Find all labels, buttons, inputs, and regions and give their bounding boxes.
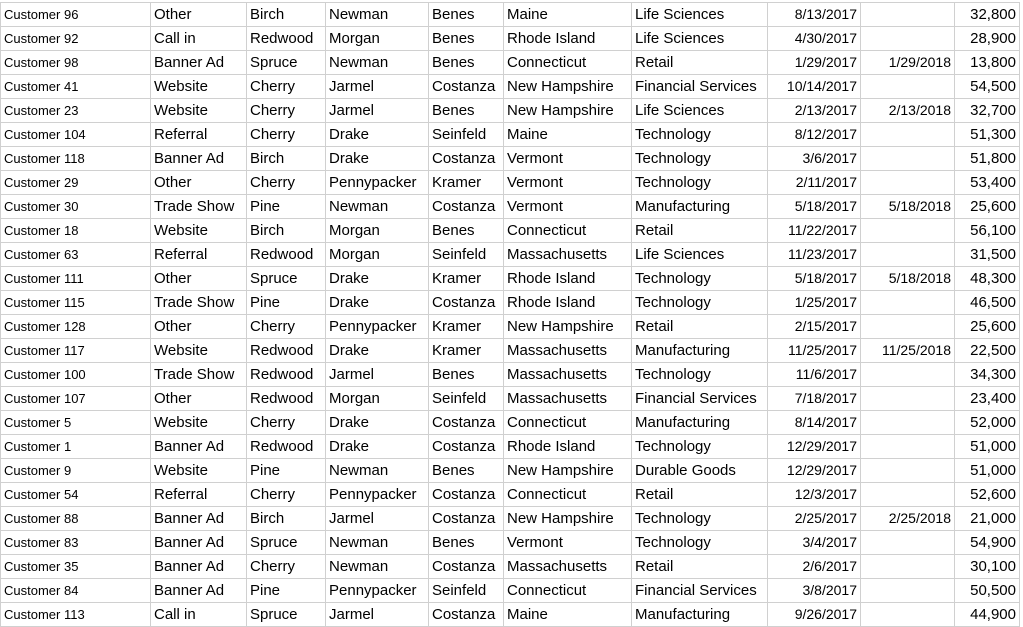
spreadsheet-body (1, 3, 1020, 627)
table-row (1, 195, 1020, 219)
cell-manager[interactable]: Seinfeld (429, 387, 504, 411)
cell-manager[interactable]: Benes (429, 99, 504, 123)
cell-manager[interactable]: Seinfeld (429, 123, 504, 147)
cell-sales-rep[interactable]: Jarmel (326, 507, 429, 531)
cell-industry[interactable]: Technology (632, 267, 768, 291)
cell-end-date[interactable] (861, 387, 955, 411)
cell-customer[interactable]: Customer 41 (1, 75, 151, 99)
cell-manager[interactable]: Seinfeld (429, 243, 504, 267)
cell-state[interactable]: Massachusetts (504, 555, 632, 579)
table-row (1, 579, 1020, 603)
table-row (1, 291, 1020, 315)
cell-industry[interactable]: Life Sciences (632, 3, 768, 27)
cell-state[interactable]: Rhode Island (504, 291, 632, 315)
cell-lead-source[interactable]: Website (151, 219, 247, 243)
cell-end-date[interactable] (861, 555, 955, 579)
cell-start-date[interactable]: 10/14/2017 (768, 75, 861, 99)
cell-industry[interactable]: Technology (632, 531, 768, 555)
cell-customer[interactable]: Customer 128 (1, 315, 151, 339)
cell-sales-rep[interactable]: Jarmel (326, 603, 429, 627)
cell-state[interactable]: Vermont (504, 171, 632, 195)
cell-sales-rep[interactable]: Drake (326, 411, 429, 435)
cell-end-date[interactable] (861, 315, 955, 339)
cell-start-date[interactable]: 12/29/2017 (768, 459, 861, 483)
cell-sales-rep[interactable]: Newman (326, 195, 429, 219)
cell-manager[interactable]: Costanza (429, 507, 504, 531)
cell-state[interactable]: Connecticut (504, 483, 632, 507)
cell-start-date[interactable]: 7/18/2017 (768, 387, 861, 411)
cell-start-date[interactable]: 11/22/2017 (768, 219, 861, 243)
cell-product[interactable]: Cherry (247, 99, 326, 123)
cell-industry[interactable]: Life Sciences (632, 99, 768, 123)
cell-state[interactable]: New Hampshire (504, 99, 632, 123)
cell-product[interactable]: Spruce (247, 603, 326, 627)
table-row (1, 99, 1020, 123)
cell-product[interactable]: Spruce (247, 51, 326, 75)
cell-state[interactable]: Massachusetts (504, 387, 632, 411)
table-row (1, 531, 1020, 555)
cell-sales-rep[interactable]: Drake (326, 291, 429, 315)
cell-customer[interactable]: Customer 118 (1, 147, 151, 171)
table-row (1, 459, 1020, 483)
cell-lead-source[interactable]: Banner Ad (151, 579, 247, 603)
table-row (1, 27, 1020, 51)
cell-industry[interactable]: Durable Goods (632, 459, 768, 483)
cell-state[interactable]: Massachusetts (504, 363, 632, 387)
cell-sales-rep[interactable]: Morgan (326, 387, 429, 411)
cell-product[interactable]: Spruce (247, 531, 326, 555)
cell-industry[interactable]: Technology (632, 507, 768, 531)
cell-lead-source[interactable]: Other (151, 315, 247, 339)
cell-customer[interactable]: Customer 30 (1, 195, 151, 219)
cell-sales-rep[interactable]: Pennypacker (326, 579, 429, 603)
cell-state[interactable]: Connecticut (504, 51, 632, 75)
table-row (1, 219, 1020, 243)
cell-start-date[interactable]: 1/25/2017 (768, 291, 861, 315)
table-row (1, 51, 1020, 75)
cell-product[interactable]: Pine (247, 459, 326, 483)
table-row (1, 171, 1020, 195)
table-row (1, 123, 1020, 147)
cell-manager[interactable]: Benes (429, 3, 504, 27)
cell-product[interactable]: Birch (247, 507, 326, 531)
cell-sales-rep[interactable]: Morgan (326, 27, 429, 51)
cell-customer[interactable]: Customer 104 (1, 123, 151, 147)
cell-industry[interactable]: Financial Services (632, 75, 768, 99)
cell-industry[interactable]: Technology (632, 435, 768, 459)
cell-end-date[interactable] (861, 219, 955, 243)
cell-product[interactable]: Redwood (247, 339, 326, 363)
cell-state[interactable]: New Hampshire (504, 459, 632, 483)
cell-amount[interactable]: 51,300 (955, 123, 1020, 147)
cell-lead-source[interactable]: Banner Ad (151, 435, 247, 459)
cell-amount[interactable]: 25,600 (955, 315, 1020, 339)
cell-amount[interactable]: 46,500 (955, 291, 1020, 315)
cell-start-date[interactable]: 2/13/2017 (768, 99, 861, 123)
cell-manager[interactable]: Benes (429, 27, 504, 51)
cell-industry[interactable]: Technology (632, 147, 768, 171)
cell-product[interactable]: Birch (247, 219, 326, 243)
cell-customer[interactable]: Customer 18 (1, 219, 151, 243)
cell-product[interactable]: Pine (247, 291, 326, 315)
cell-end-date[interactable] (861, 411, 955, 435)
cell-industry[interactable]: Financial Services (632, 579, 768, 603)
cell-sales-rep[interactable]: Jarmel (326, 75, 429, 99)
cell-end-date[interactable] (861, 75, 955, 99)
cell-customer[interactable]: Customer 63 (1, 243, 151, 267)
cell-state[interactable]: Connecticut (504, 579, 632, 603)
cell-start-date[interactable]: 8/13/2017 (768, 3, 861, 27)
cell-manager[interactable]: Costanza (429, 603, 504, 627)
table-row (1, 483, 1020, 507)
cell-manager[interactable]: Kramer (429, 171, 504, 195)
cell-lead-source[interactable]: Referral (151, 123, 247, 147)
cell-sales-rep[interactable]: Jarmel (326, 99, 429, 123)
cell-start-date[interactable]: 3/4/2017 (768, 531, 861, 555)
cell-start-date[interactable]: 8/12/2017 (768, 123, 861, 147)
cell-lead-source[interactable]: Website (151, 459, 247, 483)
cell-manager[interactable]: Costanza (429, 411, 504, 435)
cell-amount[interactable]: 51,800 (955, 147, 1020, 171)
cell-amount[interactable]: 30,100 (955, 555, 1020, 579)
table-row (1, 3, 1020, 27)
cell-manager[interactable]: Benes (429, 51, 504, 75)
cell-product[interactable]: Cherry (247, 171, 326, 195)
cell-lead-source[interactable]: Trade Show (151, 195, 247, 219)
cell-state[interactable]: Maine (504, 3, 632, 27)
cell-customer[interactable]: Customer 92 (1, 27, 151, 51)
cell-amount[interactable]: 54,900 (955, 531, 1020, 555)
cell-sales-rep[interactable]: Drake (326, 147, 429, 171)
cell-customer[interactable]: Customer 23 (1, 99, 151, 123)
cell-sales-rep[interactable]: Jarmel (326, 363, 429, 387)
cell-customer[interactable]: Customer 111 (1, 267, 151, 291)
cell-customer[interactable]: Customer 100 (1, 363, 151, 387)
table-row (1, 267, 1020, 291)
cell-product[interactable]: Birch (247, 3, 326, 27)
cell-end-date[interactable] (861, 603, 955, 627)
cell-amount[interactable]: 51,000 (955, 459, 1020, 483)
cell-end-date[interactable]: 1/29/2018 (861, 51, 955, 75)
cell-end-date[interactable] (861, 459, 955, 483)
cell-start-date[interactable]: 5/18/2017 (768, 195, 861, 219)
cell-end-date[interactable] (861, 483, 955, 507)
cell-customer[interactable]: Customer 29 (1, 171, 151, 195)
cell-customer[interactable]: Customer 113 (1, 603, 151, 627)
cell-customer[interactable]: Customer 54 (1, 483, 151, 507)
cell-start-date[interactable]: 2/15/2017 (768, 315, 861, 339)
cell-product[interactable]: Cherry (247, 411, 326, 435)
cell-end-date[interactable] (861, 27, 955, 51)
cell-end-date[interactable] (861, 579, 955, 603)
cell-manager[interactable]: Benes (429, 531, 504, 555)
cell-state[interactable]: Massachusetts (504, 339, 632, 363)
cell-lead-source[interactable]: Other (151, 267, 247, 291)
cell-sales-rep[interactable]: Drake (326, 267, 429, 291)
cell-sales-rep[interactable]: Newman (326, 531, 429, 555)
cell-start-date[interactable]: 5/18/2017 (768, 267, 861, 291)
cell-amount[interactable]: 52,600 (955, 483, 1020, 507)
cell-lead-source[interactable]: Trade Show (151, 363, 247, 387)
cell-end-date[interactable]: 2/25/2018 (861, 507, 955, 531)
cell-product[interactable]: Cherry (247, 123, 326, 147)
cell-end-date[interactable] (861, 291, 955, 315)
cell-start-date[interactable]: 11/23/2017 (768, 243, 861, 267)
cell-start-date[interactable]: 2/6/2017 (768, 555, 861, 579)
cell-sales-rep[interactable]: Drake (326, 123, 429, 147)
cell-amount[interactable]: 53,400 (955, 171, 1020, 195)
cell-manager[interactable]: Costanza (429, 291, 504, 315)
cell-product[interactable]: Spruce (247, 267, 326, 291)
cell-state[interactable]: Rhode Island (504, 267, 632, 291)
cell-sales-rep[interactable]: Drake (326, 339, 429, 363)
cell-amount[interactable]: 21,000 (955, 507, 1020, 531)
cell-amount[interactable]: 32,700 (955, 99, 1020, 123)
cell-state[interactable]: New Hampshire (504, 75, 632, 99)
spreadsheet-grid (0, 2, 1020, 627)
cell-state[interactable]: Connecticut (504, 411, 632, 435)
cell-lead-source[interactable]: Other (151, 387, 247, 411)
table-row (1, 507, 1020, 531)
cell-amount[interactable]: 28,900 (955, 27, 1020, 51)
cell-end-date[interactable]: 5/18/2018 (861, 267, 955, 291)
table-row (1, 147, 1020, 171)
table-row (1, 603, 1020, 627)
cell-sales-rep[interactable]: Morgan (326, 219, 429, 243)
cell-end-date[interactable] (861, 531, 955, 555)
cell-lead-source[interactable]: Website (151, 99, 247, 123)
cell-end-date[interactable] (861, 123, 955, 147)
cell-amount[interactable]: 32,800 (955, 3, 1020, 27)
cell-amount[interactable]: 51,000 (955, 435, 1020, 459)
cell-start-date[interactable]: 2/11/2017 (768, 171, 861, 195)
cell-manager[interactable]: Benes (429, 363, 504, 387)
table-row (1, 75, 1020, 99)
cell-sales-rep[interactable]: Newman (326, 51, 429, 75)
cell-industry[interactable]: Manufacturing (632, 603, 768, 627)
cell-product[interactable]: Cherry (247, 555, 326, 579)
cell-amount[interactable]: 22,500 (955, 339, 1020, 363)
cell-lead-source[interactable]: Referral (151, 483, 247, 507)
cell-start-date[interactable]: 1/29/2017 (768, 51, 861, 75)
cell-product[interactable]: Redwood (247, 27, 326, 51)
cell-start-date[interactable]: 11/6/2017 (768, 363, 861, 387)
cell-state[interactable]: Maine (504, 603, 632, 627)
cell-amount[interactable]: 23,400 (955, 387, 1020, 411)
cell-product[interactable]: Redwood (247, 363, 326, 387)
cell-start-date[interactable]: 9/26/2017 (768, 603, 861, 627)
cell-lead-source[interactable]: Website (151, 75, 247, 99)
cell-lead-source[interactable]: Other (151, 171, 247, 195)
cell-sales-rep[interactable]: Newman (326, 459, 429, 483)
cell-customer[interactable]: Customer 5 (1, 411, 151, 435)
table-row (1, 243, 1020, 267)
cell-industry[interactable]: Retail (632, 483, 768, 507)
cell-end-date[interactable] (861, 3, 955, 27)
cell-manager[interactable]: Costanza (429, 195, 504, 219)
table-row (1, 363, 1020, 387)
cell-industry[interactable]: Retail (632, 219, 768, 243)
cell-industry[interactable]: Technology (632, 363, 768, 387)
cell-industry[interactable]: Technology (632, 123, 768, 147)
cell-manager[interactable]: Kramer (429, 315, 504, 339)
cell-start-date[interactable]: 3/6/2017 (768, 147, 861, 171)
cell-industry[interactable]: Technology (632, 291, 768, 315)
cell-product[interactable]: Pine (247, 579, 326, 603)
cell-customer[interactable]: Customer 1 (1, 435, 151, 459)
cell-product[interactable]: Redwood (247, 243, 326, 267)
cell-industry[interactable]: Retail (632, 51, 768, 75)
cell-state[interactable]: Rhode Island (504, 27, 632, 51)
cell-lead-source[interactable]: Banner Ad (151, 507, 247, 531)
cell-sales-rep[interactable]: Pennypacker (326, 483, 429, 507)
cell-manager[interactable]: Kramer (429, 339, 504, 363)
cell-state[interactable]: Vermont (504, 195, 632, 219)
cell-end-date[interactable] (861, 363, 955, 387)
cell-product[interactable]: Cherry (247, 75, 326, 99)
cell-end-date[interactable] (861, 435, 955, 459)
cell-lead-source[interactable]: Trade Show (151, 291, 247, 315)
table-row (1, 315, 1020, 339)
cell-start-date[interactable]: 12/3/2017 (768, 483, 861, 507)
cell-manager[interactable]: Costanza (429, 555, 504, 579)
cell-industry[interactable]: Manufacturing (632, 339, 768, 363)
cell-customer[interactable]: Customer 9 (1, 459, 151, 483)
cell-end-date[interactable]: 5/18/2018 (861, 195, 955, 219)
cell-customer[interactable]: Customer 98 (1, 51, 151, 75)
cell-start-date[interactable]: 3/8/2017 (768, 579, 861, 603)
cell-industry[interactable]: Technology (632, 171, 768, 195)
cell-product[interactable]: Redwood (247, 387, 326, 411)
cell-end-date[interactable]: 2/13/2018 (861, 99, 955, 123)
cell-state[interactable]: Rhode Island (504, 435, 632, 459)
cell-amount[interactable]: 34,300 (955, 363, 1020, 387)
cell-sales-rep[interactable]: Newman (326, 3, 429, 27)
cell-product[interactable]: Redwood (247, 435, 326, 459)
cell-sales-rep[interactable]: Morgan (326, 243, 429, 267)
cell-industry[interactable]: Retail (632, 555, 768, 579)
cell-sales-rep[interactable]: Drake (326, 435, 429, 459)
cell-end-date[interactable] (861, 147, 955, 171)
cell-state[interactable]: Connecticut (504, 219, 632, 243)
cell-industry[interactable]: Retail (632, 315, 768, 339)
cell-amount[interactable]: 44,900 (955, 603, 1020, 627)
cell-industry[interactable]: Manufacturing (632, 411, 768, 435)
cell-customer[interactable]: Customer 117 (1, 339, 151, 363)
cell-customer[interactable]: Customer 115 (1, 291, 151, 315)
cell-product[interactable]: Birch (247, 147, 326, 171)
cell-product[interactable]: Cherry (247, 483, 326, 507)
cell-amount[interactable]: 52,000 (955, 411, 1020, 435)
cell-amount[interactable]: 31,500 (955, 243, 1020, 267)
cell-industry[interactable]: Financial Services (632, 387, 768, 411)
cell-industry[interactable]: Manufacturing (632, 195, 768, 219)
cell-lead-source[interactable]: Call in (151, 27, 247, 51)
cell-end-date[interactable]: 11/25/2018 (861, 339, 955, 363)
cell-manager[interactable]: Seinfeld (429, 579, 504, 603)
cell-manager[interactable]: Costanza (429, 483, 504, 507)
cell-state[interactable]: Vermont (504, 531, 632, 555)
cell-sales-rep[interactable]: Pennypacker (326, 315, 429, 339)
cell-lead-source[interactable]: Banner Ad (151, 531, 247, 555)
cell-manager[interactable]: Costanza (429, 435, 504, 459)
cell-product[interactable]: Pine (247, 195, 326, 219)
cell-start-date[interactable]: 12/29/2017 (768, 435, 861, 459)
cell-end-date[interactable] (861, 243, 955, 267)
cell-sales-rep[interactable]: Newman (326, 555, 429, 579)
cell-amount[interactable]: 56,100 (955, 219, 1020, 243)
cell-start-date[interactable]: 11/25/2017 (768, 339, 861, 363)
cell-state[interactable]: New Hampshire (504, 315, 632, 339)
cell-state[interactable]: Massachusetts (504, 243, 632, 267)
cell-customer[interactable]: Customer 107 (1, 387, 151, 411)
cell-state[interactable]: Vermont (504, 147, 632, 171)
cell-lead-source[interactable]: Website (151, 339, 247, 363)
cell-amount[interactable]: 48,300 (955, 267, 1020, 291)
table-row (1, 555, 1020, 579)
cell-customer[interactable]: Customer 83 (1, 531, 151, 555)
cell-lead-source[interactable]: Website (151, 411, 247, 435)
cell-lead-source[interactable]: Banner Ad (151, 555, 247, 579)
cell-customer[interactable]: Customer 96 (1, 3, 151, 27)
cell-amount[interactable]: 25,600 (955, 195, 1020, 219)
cell-lead-source[interactable]: Referral (151, 243, 247, 267)
cell-state[interactable]: New Hampshire (504, 507, 632, 531)
cell-state[interactable]: Maine (504, 123, 632, 147)
cell-industry[interactable]: Life Sciences (632, 27, 768, 51)
cell-sales-rep[interactable]: Pennypacker (326, 171, 429, 195)
cell-manager[interactable]: Costanza (429, 147, 504, 171)
table-row (1, 411, 1020, 435)
cell-lead-source[interactable]: Call in (151, 603, 247, 627)
cell-start-date[interactable]: 4/30/2017 (768, 27, 861, 51)
cell-customer[interactable]: Customer 88 (1, 507, 151, 531)
cell-manager[interactable]: Benes (429, 219, 504, 243)
cell-customer[interactable]: Customer 84 (1, 579, 151, 603)
table-row (1, 435, 1020, 459)
cell-manager[interactable]: Benes (429, 459, 504, 483)
cell-customer[interactable]: Customer 35 (1, 555, 151, 579)
table-row (1, 339, 1020, 363)
cell-start-date[interactable]: 2/25/2017 (768, 507, 861, 531)
cell-amount[interactable]: 13,800 (955, 51, 1020, 75)
cell-end-date[interactable] (861, 171, 955, 195)
cell-start-date[interactable]: 8/14/2017 (768, 411, 861, 435)
cell-lead-source[interactable]: Banner Ad (151, 147, 247, 171)
cell-lead-source[interactable]: Banner Ad (151, 51, 247, 75)
table-row (1, 387, 1020, 411)
cell-amount[interactable]: 54,500 (955, 75, 1020, 99)
cell-amount[interactable]: 50,500 (955, 579, 1020, 603)
cell-manager[interactable]: Costanza (429, 75, 504, 99)
cell-manager[interactable]: Kramer (429, 267, 504, 291)
cell-industry[interactable]: Life Sciences (632, 243, 768, 267)
cell-lead-source[interactable]: Other (151, 3, 247, 27)
cell-product[interactable]: Cherry (247, 315, 326, 339)
